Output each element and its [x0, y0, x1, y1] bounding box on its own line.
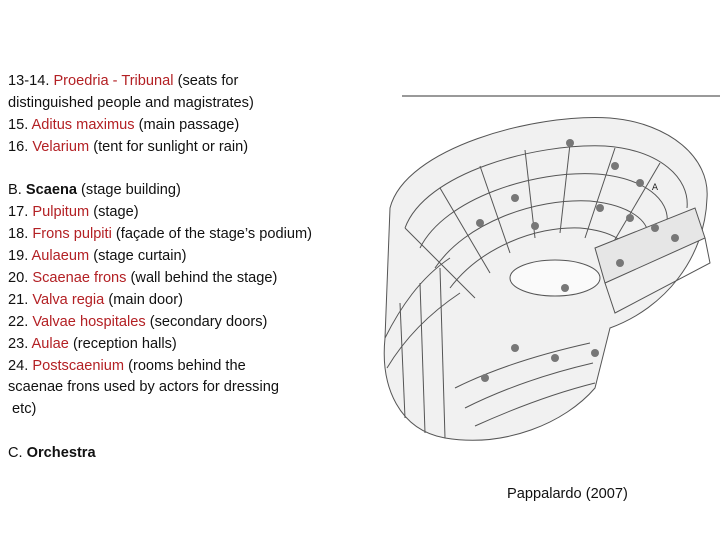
item-number: 16.	[8, 138, 29, 155]
item-term: Aulae	[31, 335, 69, 352]
item-description: etc)	[8, 401, 37, 418]
list-item	[8, 334, 368, 356]
item-number: 17.	[8, 204, 29, 221]
item-term: Proedria - Tribunal	[53, 73, 174, 89]
item-description: (stage)	[93, 204, 139, 221]
item-term: Scaenae frons	[32, 270, 127, 287]
item-number: B.	[8, 182, 22, 199]
item-term: Aulaeum	[31, 248, 90, 265]
list-item	[8, 443, 368, 465]
item-number: 20.	[8, 270, 29, 287]
item-term: Valvae hospitales	[32, 313, 146, 330]
item-number: 21.	[8, 291, 29, 308]
item-number: C.	[8, 445, 23, 462]
spacer	[8, 159, 368, 181]
list-item	[8, 115, 368, 137]
item-number: 13-14.	[8, 73, 50, 89]
item-description: (seats for	[177, 73, 239, 89]
list-item	[8, 290, 368, 312]
item-term: Aditus maximus	[31, 116, 135, 133]
list-item	[8, 268, 368, 290]
list-item	[8, 93, 368, 115]
item-number: 18.	[8, 226, 29, 243]
item-number: 23.	[8, 335, 29, 352]
section-heading: Scaena	[25, 182, 77, 199]
item-term: Velarium	[32, 138, 90, 155]
item-description: (stage building)	[81, 182, 181, 199]
item-description: distinguished people and magistrates)	[8, 94, 254, 111]
item-description: (secondary doors)	[149, 313, 268, 330]
spacer	[8, 421, 368, 443]
item-term: Pulpitum	[32, 204, 90, 221]
image-credit: Pappalardo (2007)	[507, 486, 628, 502]
item-description: scaenae frons used by actors for dressing	[8, 379, 279, 396]
item-number: 19.	[8, 248, 29, 265]
svg-text:A: A	[651, 183, 659, 193]
item-description: (wall behind the stage)	[130, 270, 278, 287]
list-item	[8, 202, 368, 224]
item-description: (rooms behind the	[128, 357, 246, 374]
item-term: Postscaenium	[32, 357, 125, 374]
list-item	[8, 71, 368, 93]
item-description: (stage curtain)	[93, 248, 187, 265]
item-number: 22.	[8, 313, 29, 330]
list-item	[8, 377, 368, 399]
list-item	[8, 312, 368, 334]
definitions-list	[8, 71, 368, 465]
list-item	[8, 180, 368, 202]
item-term: Frons pulpiti	[32, 226, 112, 243]
item-description: (façade of the stage’s podium)	[115, 226, 312, 243]
list-item	[8, 246, 368, 268]
list-item	[8, 137, 368, 159]
item-term: Valva regia	[32, 291, 105, 308]
item-description: (main door)	[108, 291, 183, 308]
list-item	[8, 224, 368, 246]
list-item	[8, 399, 368, 421]
item-number: 24.	[8, 357, 29, 374]
item-description: (tent for sunlight or rain)	[93, 138, 249, 155]
list-item	[8, 356, 368, 378]
item-number: 15.	[8, 116, 29, 133]
section-heading: Orchestra	[26, 445, 96, 462]
item-description: (main passage)	[138, 116, 240, 133]
roman-theatre-illustration	[365, 88, 728, 468]
item-description: (reception halls)	[72, 335, 177, 352]
